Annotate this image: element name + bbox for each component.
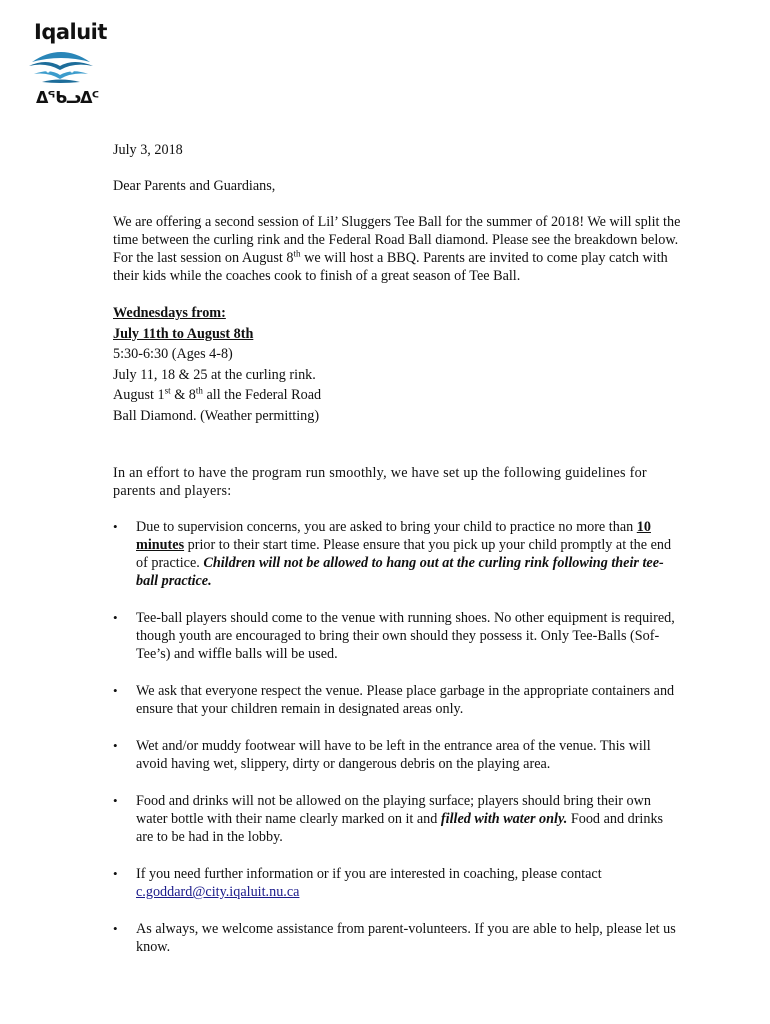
rule-text: prior to their start time. Please ensure that you pick up your child promptly at the end of practice. [136, 537, 672, 571]
list-item [113, 609, 683, 663]
bullet-icon: • [113, 793, 118, 808]
list-item [113, 737, 683, 773]
schedule-sup-th: th [195, 385, 203, 396]
bullet-icon: • [113, 921, 118, 936]
schedule-federal-b: & 8 [170, 387, 196, 403]
bullet-icon: • [113, 683, 118, 698]
schedule-heading-day: Wednesdays from: [113, 305, 226, 321]
rule-emphasis: 10 minutes [136, 519, 651, 553]
rule-emphasis: filled with water only. [440, 811, 568, 827]
rule-warning: Children will not be allowed to hang out at the curling rink following their tee-ball practice. [136, 555, 664, 589]
schedule-diamond: Ball Diamond. (Weather permitting) [113, 407, 320, 424]
schedule-federal-c: all the Federal Road [202, 387, 322, 403]
bullet-icon: • [113, 519, 118, 534]
letter-body [113, 141, 683, 975]
rule-text: Due to supervision concerns, you are asked to bring your child to practice no more than [136, 519, 637, 535]
guidelines-intro: In an effort to have the program run smoothly, we have set up the following guidelines for parents and players: [113, 465, 647, 499]
guidelines-list [113, 518, 683, 956]
intro-text-1: We are offering a second session of Lil’ Sluggers Tee Ball for the summer of 2018! We will split the time between the curling rink and the Federal Road Ball diamond. Please see the breakdown below. For the last session on August 8 [113, 214, 681, 266]
list-item [113, 920, 683, 956]
rule-text: If you need further information or if you are interested in coaching, please contact [136, 866, 602, 882]
list-item [113, 518, 683, 590]
schedule-time: 5:30-6:30 (Ages 4-8) [113, 346, 233, 362]
rule-text: Tee-ball players should come to the venue with running shoes. No other equipment is required, though youth are encouraged to bring their own should they possess it. Only Tee-Balls (Sof-Tee’s) and wiffle balls will be used. [136, 610, 675, 662]
bullet-icon: • [113, 610, 118, 625]
rule-text: Food and drinks are to be had in the lobby. [136, 811, 664, 845]
schedule-sup-st: st [164, 385, 171, 396]
logo-syllabics: ᐃᖃᓗᐃᑦ [36, 88, 99, 107]
intro-superscript: th [293, 248, 301, 259]
logo-emblem-icon [26, 44, 96, 88]
contact-email-link[interactable]: c.goddard@city.iqaluit.nu.ca [136, 884, 300, 900]
intro-paragraph [113, 213, 683, 285]
bullet-icon: • [113, 866, 118, 881]
schedule-block [113, 303, 683, 426]
list-item [113, 792, 683, 846]
schedule-federal-a: August 1 [113, 387, 165, 403]
intro-text-2: we will host a BBQ. Parents are invited to come play catch with their kids while the coaches cook to finish of a great season of Tee Ball. [113, 250, 668, 284]
bullet-icon: • [113, 738, 118, 753]
schedule-curling: July 11, 18 & 25 at the curling rink. [113, 366, 316, 383]
schedule-heading-dates: July 11th to August 8th [113, 325, 254, 342]
schedule-federal [113, 385, 683, 406]
city-logo [26, 20, 107, 112]
rule-text: Food and drinks will not be allowed on the playing surface; players should bring their own water bottle with their name clearly marked on it and [136, 793, 651, 827]
list-item [113, 865, 683, 901]
rule-text: Wet and/or muddy footwear will have to be left in the entrance area of the venue. This will avoid having wet, slippery, dirty or dangerous debris on the playing area. [136, 738, 651, 772]
logo-wordmark: Iqaluit [34, 20, 107, 44]
rule-text: As always, we welcome assistance from parent-volunteers. If you are able to help, please let us know. [136, 921, 676, 955]
list-item [113, 682, 683, 718]
letter-date: July 3, 2018 [113, 142, 183, 158]
rule-text: We ask that everyone respect the venue. Please place garbage in the appropriate containers and ensure that your children remain in designated areas only. [136, 683, 675, 717]
letter-greeting: Dear Parents and Guardians, [113, 178, 276, 194]
